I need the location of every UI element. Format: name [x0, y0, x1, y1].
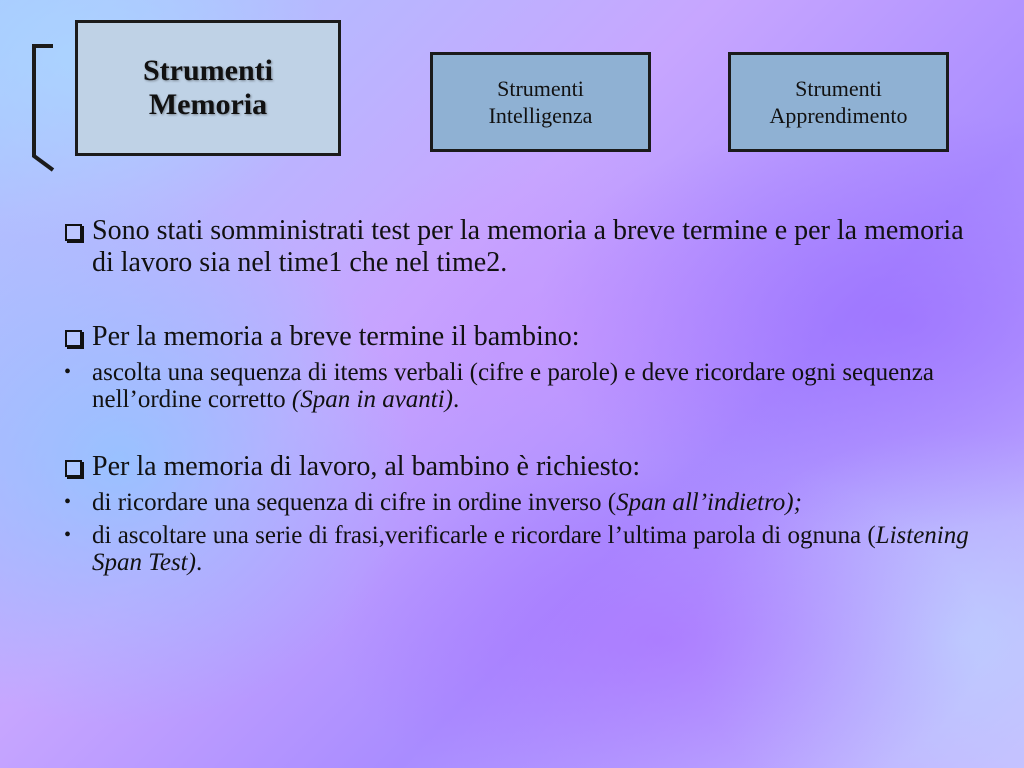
bullet-text	[92, 489, 982, 516]
checkbox-bullet-icon	[62, 321, 92, 353]
bullet-text-tail: .	[453, 386, 460, 413]
nav-box-strumenti-memoria[interactable]	[75, 20, 341, 156]
nav-box-label-line2: Memoria	[148, 88, 268, 121]
bullet-text-plain: di ricordare una sequenza di cifre in ordine inverso (	[92, 489, 617, 516]
bullet-text	[92, 522, 982, 576]
checkbox-paragraph	[62, 215, 982, 279]
bullet-icon: •	[64, 491, 72, 513]
nav-box-label-line1: Strumenti	[143, 53, 273, 87]
paragraph-text: Sono stati somministrati test per la memoria a breve termine e per la memoria di lavoro sia nel time1 che nel time2.	[92, 215, 964, 278]
paragraph-text: Per la memoria di lavoro, al bambino è richiesto:	[92, 451, 641, 482]
bullet-text-plain: ascolta una sequenza di items verbali (cifre e parole) e deve ricordare ogni sequenza nell’ordine corretto	[92, 359, 934, 413]
bullet-item	[62, 489, 982, 516]
bracket-decoration	[31, 44, 55, 174]
checkbox-bullet-icon	[62, 451, 92, 483]
bullet-icon: •	[64, 524, 72, 546]
nav-box-strumenti-intelligenza[interactable]	[430, 52, 651, 152]
bullet-text-italic: Span all’indietro);	[616, 489, 802, 516]
checkbox-paragraph	[62, 451, 982, 483]
nav-box-strumenti-apprendimento[interactable]	[728, 52, 949, 152]
bullet-text-plain: di ascoltare una serie di frasi,verificarle e ricordare l’ultima parola di ognuna (	[92, 522, 876, 549]
bullet-text-italic: (Span in avanti)	[291, 386, 454, 413]
bullet-icon: •	[64, 361, 72, 383]
bullet-text-italic: Listening Span Test)	[92, 522, 969, 576]
bullet-text	[92, 359, 982, 413]
paragraph-text: Per la memoria a breve termine il bambino:	[92, 321, 580, 352]
nav-box-label-line2: Apprendimento	[769, 103, 908, 128]
slide-body	[62, 215, 982, 576]
bullet-item	[62, 522, 982, 576]
nav-box-label-line1: Strumenti	[497, 75, 584, 101]
nav-box-label-line1: Strumenti	[795, 75, 882, 101]
checkbox-bullet-icon	[62, 215, 92, 247]
bullet-text-tail: .	[195, 549, 203, 576]
checkbox-paragraph	[62, 321, 982, 353]
nav-box-label-line2: Intelligenza	[488, 103, 593, 128]
bullet-item	[62, 359, 982, 413]
